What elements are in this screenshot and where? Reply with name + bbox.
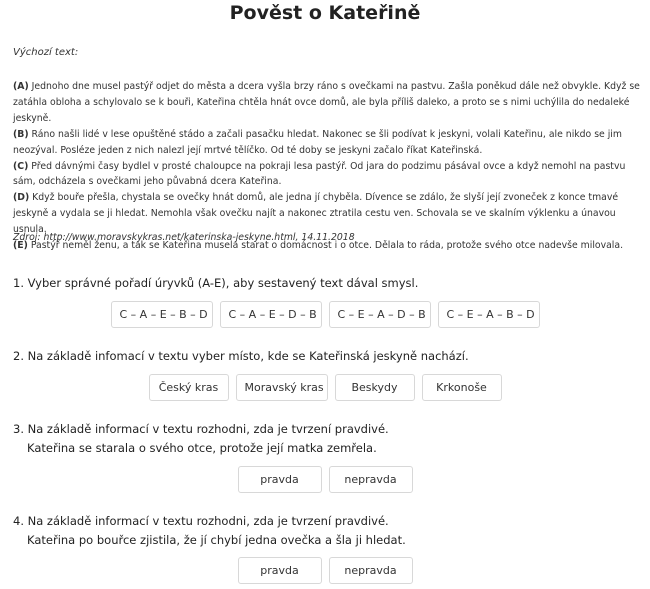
question-1 <box>13 274 418 293</box>
answer-true-button[interactable]: pravda <box>238 557 322 584</box>
paragraph-letter: (D) <box>13 192 30 204</box>
answer-option-button[interactable]: C – E – A – D – B <box>329 301 431 328</box>
question-2 <box>13 347 469 366</box>
answer-false-button[interactable]: nepravda <box>329 557 413 584</box>
answer-option-button[interactable]: Krkonoše <box>422 374 502 401</box>
paragraph-letter: (A) <box>13 81 29 92</box>
passage-paragraph-b <box>13 127 643 159</box>
intro-label: Výchozí text: <box>13 47 79 58</box>
question-4-options <box>0 557 650 584</box>
paragraph-text: Jednoho dne musel pastýř odjet do města a dcera vyšla brzy ráno s ovečkami na pastvu. Zašla poněkud dále než obvykle. Když se zatáhla obloha a schylovalo se k bouři, Kateřina chtěla hnát ovce domů, ale byla příliš daleko, a proto se s nimi uchýlila do nedaleké jeskyně. <box>13 81 640 124</box>
answer-option-button[interactable]: C – E – A – B – D <box>438 301 540 328</box>
paragraph-text: Ráno našli lidé v lese opuštěné stádo a začali pasačku hledat. Nakonec se šli podívat k jeskyni, volali Kateřinu, ale nikdo se jim neozýval. Posléze jeden z nich nalezl její mrtvé tělíčko. Od té doby se jeskyni začalo říkat Kateřinská. <box>13 128 622 156</box>
answer-option-button[interactable]: C – A – E – B – D <box>111 301 213 328</box>
paragraph-letter: (B) <box>13 128 29 140</box>
question-text: 4. Na základě informací v textu rozhodni, zda je tvrzení pravdivé. <box>13 514 389 528</box>
paragraph-text: Před dávnými časy bydlel v prosté chaloupce na pokraji lesa pastýř. Od jara do podzimu pásával ovce a když nemohl na pastvu sám, odcházela s ovečkami jeho půvabná dcera Kateřina. <box>13 160 626 188</box>
question-1-options <box>0 301 650 328</box>
paragraph-letter: (C) <box>13 160 29 172</box>
answer-true-button[interactable]: pravda <box>238 466 322 493</box>
passage-paragraph-a <box>13 79 643 127</box>
source-passage <box>13 79 643 254</box>
question-3 <box>13 420 389 458</box>
paragraph-letter: (E) <box>13 240 28 252</box>
answer-option-button[interactable]: Moravský kras <box>236 374 328 401</box>
answer-option-button[interactable]: Beskydy <box>335 374 415 401</box>
answer-option-button[interactable]: Český kras <box>149 374 229 401</box>
question-text: 2. Na základě infomací v textu vyber místo, kde se Kateřinská jeskyně nachází. <box>13 349 469 363</box>
passage-paragraph-c <box>13 159 643 191</box>
question-statement: Kateřina po bouřce zjistila, že jí chybí jedna ovečka a šla ji hledat. <box>27 533 406 547</box>
source-citation: Zdroj: http://www.moravskykras.net/katerinska-jeskyne.html, 14.11.2018 <box>13 232 355 243</box>
paragraph-text: Když bouře přešla, chystala se ovečky hnát domů, ale jedna jí chyběla. Dívence se zdálo, že slyší její zvoneček z konce tmavé jeskyně a vydala se ji hledat. Nemohla však ovečku najít a nakonec ztratila cestu ven. Schovala se ve skalním výklenku a únavou usnula. <box>13 192 619 236</box>
question-statement: Kateřina se starala o svého otce, protože její matka zemřela. <box>27 441 377 455</box>
question-text: 3. Na základě informací v textu rozhodni, zda je tvrzení pravdivé. <box>13 422 389 436</box>
answer-false-button[interactable]: nepravda <box>329 466 413 493</box>
passage-paragraph-d <box>13 190 643 238</box>
question-4 <box>13 512 406 550</box>
page-title: Pověst o Kateřině <box>229 2 421 24</box>
question-text: 1. Vyber správné pořadí úryvků (A-E), aby sestavený text dával smysl. <box>13 276 419 290</box>
paragraph-text: Pastýř neměl ženu, a tak se Kateřina musela starat o domácnost i o otce. Dělala to ráda, protože svého otce nadevše milovala. <box>27 240 624 252</box>
answer-option-button[interactable]: C – A – E – D – B <box>220 301 322 328</box>
question-3-options <box>0 466 650 493</box>
question-2-options <box>0 374 650 401</box>
